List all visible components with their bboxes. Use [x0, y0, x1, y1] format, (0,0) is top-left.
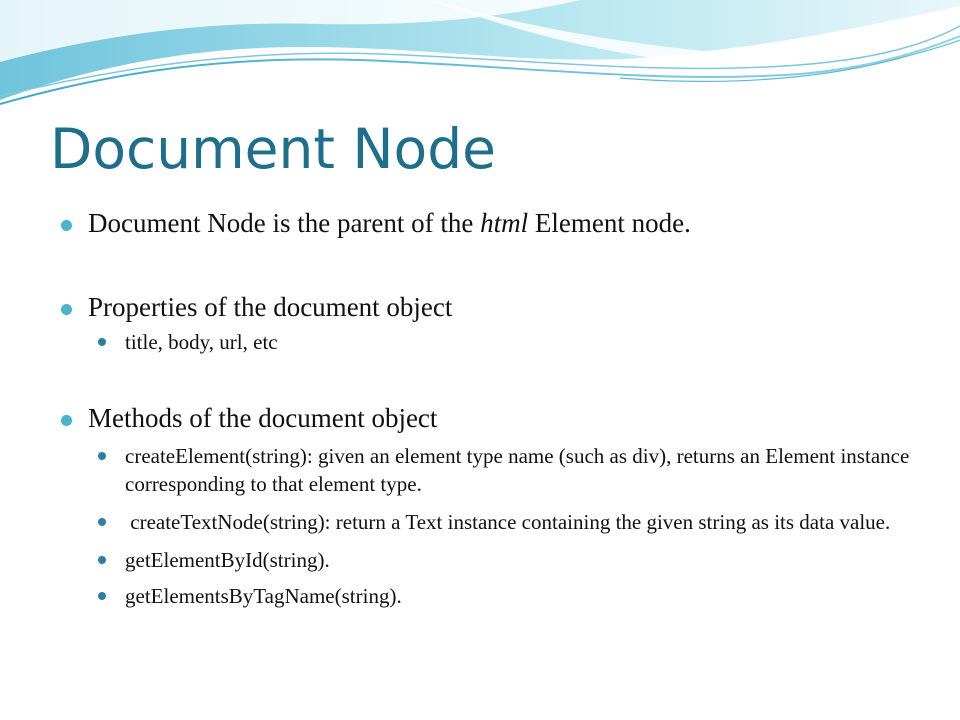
sub-item-create-text-node: [98, 508, 940, 536]
sub-item-text: createTextNode(string): return a Text instance containing the given string as its data value.: [125, 510, 891, 534]
header-wave-decoration: [0, 0, 960, 120]
bullet-properties-text: Properties of the document object: [88, 292, 453, 322]
bullet-document-node-text: Document Node is the parent of the: [88, 208, 481, 238]
sub-item-text: createElement(string): given an element type name (such as div), returns an Element instance corresponding to that element type.: [125, 444, 910, 496]
bullet-document-node-text-end: Element node.: [528, 208, 691, 238]
bullet-methods: [60, 401, 940, 435]
slide-body: [60, 206, 940, 610]
sub-item-properties-list: [98, 328, 940, 356]
sub-item-text: title, body, url, etc: [125, 330, 278, 354]
sub-item-get-elements-by-tag-name: [98, 582, 940, 610]
sub-item-text: getElementsByTagName(string).: [125, 584, 402, 608]
sub-item-create-element: [98, 442, 940, 498]
bullet-document-node: [60, 206, 940, 240]
slide-title: Document Node: [50, 117, 496, 181]
bullet-document-node-emphasis: html: [480, 208, 529, 238]
sub-item-get-element-by-id: [98, 546, 940, 574]
sub-item-text: getElementById(string).: [125, 548, 330, 572]
bullet-properties: [60, 290, 940, 324]
bullet-methods-text: Methods of the document object: [88, 403, 438, 433]
